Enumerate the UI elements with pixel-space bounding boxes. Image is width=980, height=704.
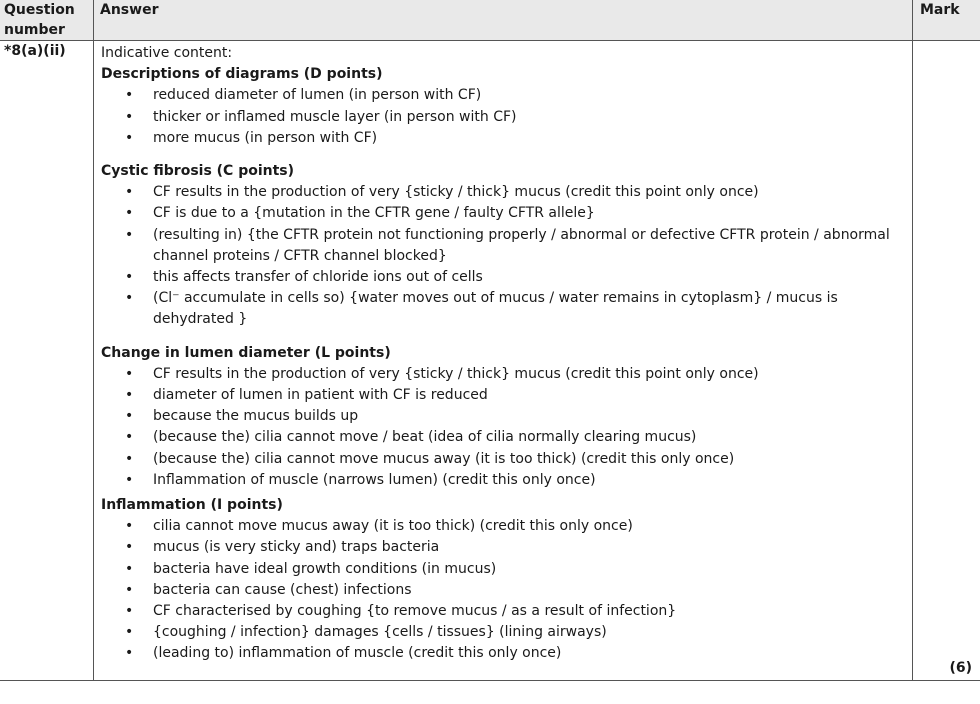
header-answer: Answer bbox=[100, 2, 159, 18]
list-item: • {coughing / infection} damages {cells / tissues} (lining airways) bbox=[101, 622, 906, 643]
section-i-points bbox=[101, 495, 906, 665]
list-item: • this affects transfer of chloride ions out of cells bbox=[101, 267, 906, 288]
list-item: • (because the) cilia cannot move / beat (idea of cilia normally clearing mucus) bbox=[101, 427, 906, 448]
list-item: • (Cl⁻ accumulate in cells so) {water moves out of mucus / water remains in cytoplasm} / mucus is dehydrated } bbox=[101, 288, 906, 330]
list-item: • more mucus (in person with CF) bbox=[101, 128, 906, 149]
list-item: • CF results in the production of very {sticky / thick} mucus (credit this point only once) bbox=[101, 364, 906, 385]
list-item: • because the mucus builds up bbox=[101, 406, 906, 427]
question-number: *8(a)(ii) bbox=[4, 43, 66, 59]
list-item: • (resulting in) {the CFTR protein not functioning properly / abnormal or defective CFTR protein / abnormal channel proteins / CFTR channel blocked} bbox=[101, 225, 906, 267]
column-divider bbox=[93, 0, 94, 680]
section-l-points bbox=[101, 343, 906, 491]
bullet-list bbox=[101, 516, 906, 664]
header-question-number: Question number bbox=[4, 2, 75, 38]
mark-value: (6) bbox=[949, 660, 972, 676]
list-item: • mucus (is very sticky and) traps bacteria bbox=[101, 537, 906, 558]
list-item: • bacteria have ideal growth conditions (in mucus) bbox=[101, 559, 906, 580]
list-item: • (because the) cilia cannot move mucus away (it is too thick) (credit this only once) bbox=[101, 449, 906, 470]
section-title: Change in lumen diameter (L points) bbox=[101, 344, 391, 361]
section-title: Inflammation (I points) bbox=[101, 497, 283, 514]
list-item: • reduced diameter of lumen (in person with CF) bbox=[101, 85, 906, 106]
table-header bbox=[0, 0, 980, 41]
bullet-list bbox=[101, 364, 906, 491]
section-title: Descriptions of diagrams (D points) bbox=[101, 66, 383, 83]
section-title: Cystic fibrosis (C points) bbox=[101, 163, 295, 180]
list-item: • Inflammation of muscle (narrows lumen) (credit this only once) bbox=[101, 470, 906, 491]
column-divider bbox=[912, 0, 913, 680]
section-c-points bbox=[101, 161, 906, 331]
list-item: • CF characterised by coughing {to remove mucus / as a result of infection} bbox=[101, 601, 906, 622]
section-d-points bbox=[101, 64, 906, 149]
bullet-list bbox=[101, 182, 906, 330]
bullet-list bbox=[101, 85, 906, 149]
header-mark: Mark bbox=[920, 2, 960, 18]
list-item: • CF results in the production of very {sticky / thick} mucus (credit this point only once) bbox=[101, 182, 906, 203]
answer-intro: Indicative content: bbox=[101, 45, 233, 61]
list-item: • thicker or inflamed muscle layer (in person with CF) bbox=[101, 107, 906, 128]
list-item: • bacteria can cause (chest) infections bbox=[101, 580, 906, 601]
list-item: • cilia cannot move mucus away (it is too thick) (credit this only once) bbox=[101, 516, 906, 537]
list-item: • CF is due to a {mutation in the CFTR gene / faulty CFTR allele} bbox=[101, 203, 906, 224]
list-item: • diameter of lumen in patient with CF is reduced bbox=[101, 385, 906, 406]
list-item: • (leading to) inflammation of muscle (credit this only once) bbox=[101, 643, 906, 664]
answer-cell bbox=[101, 43, 906, 665]
